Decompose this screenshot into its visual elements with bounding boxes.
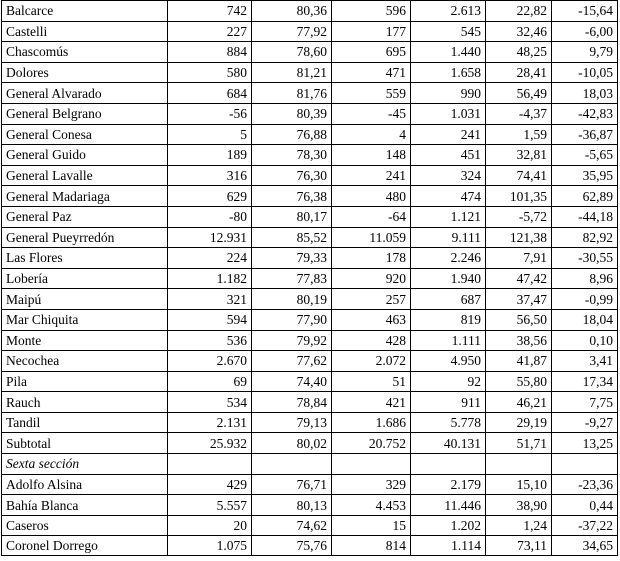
value-cell-col-3: 20.752 xyxy=(332,433,411,454)
value-cell-col-6: 9,79 xyxy=(552,42,618,63)
value-cell-col-3: 177 xyxy=(332,21,411,42)
value-cell-col-6: 18,03 xyxy=(552,83,618,104)
municipality-name: General Conesa xyxy=(2,124,168,145)
table-row xyxy=(2,536,618,556)
municipality-name: General Belgrano xyxy=(2,103,168,124)
value-cell-col-4: 2.246 xyxy=(411,248,486,269)
value-cell-col-1: 2.670 xyxy=(168,351,252,372)
table-row xyxy=(2,515,618,536)
value-cell-col-5: 73,11 xyxy=(486,536,552,556)
value-cell-col-1: 69 xyxy=(168,371,252,392)
table-row xyxy=(2,392,618,413)
municipality-name: Maipú xyxy=(2,289,168,310)
value-cell-col-4: 1.940 xyxy=(411,268,486,289)
table-row xyxy=(2,1,618,22)
table-row xyxy=(2,412,618,433)
value-cell-col-6: -30,55 xyxy=(552,248,618,269)
value-cell-col-6: 35,95 xyxy=(552,165,618,186)
municipality-name: General Alvarado xyxy=(2,83,168,104)
value-cell-col-2: 80,17 xyxy=(252,206,332,227)
value-cell-col-3: 11.059 xyxy=(332,227,411,248)
table-row xyxy=(2,351,618,372)
value-cell-col-2: 74,62 xyxy=(252,515,332,536)
value-cell-col-5: -5,72 xyxy=(486,206,552,227)
section-label: Sexta sección xyxy=(2,454,168,475)
value-cell-col-6: 62,89 xyxy=(552,186,618,207)
value-cell-col-6: 0,44 xyxy=(552,495,618,516)
value-cell-col-3: 4.453 xyxy=(332,495,411,516)
value-cell-col-1: 227 xyxy=(168,21,252,42)
value-cell-col-3: 178 xyxy=(332,248,411,269)
value-cell-col-4: 324 xyxy=(411,165,486,186)
value-cell-col-1: 321 xyxy=(168,289,252,310)
value-cell-col-5: 1,59 xyxy=(486,124,552,145)
value-cell-col-4: 911 xyxy=(411,392,486,413)
value-cell-col-6: 17,34 xyxy=(552,371,618,392)
value-cell-col-1: 742 xyxy=(168,1,252,22)
value-cell-col-1: 429 xyxy=(168,474,252,495)
value-cell-col-4: 11.446 xyxy=(411,495,486,516)
value-cell-col-4: 687 xyxy=(411,289,486,310)
value-cell-col-3: 148 xyxy=(332,145,411,166)
value-cell-col-2: 77,83 xyxy=(252,268,332,289)
value-cell-col-3: 2.072 xyxy=(332,351,411,372)
value-cell-col-1 xyxy=(168,454,252,475)
value-cell-col-1: 534 xyxy=(168,392,252,413)
value-cell-col-5: 22,82 xyxy=(486,1,552,22)
value-cell-col-3: 51 xyxy=(332,371,411,392)
value-cell-col-2: 76,88 xyxy=(252,124,332,145)
value-cell-col-5: 41,87 xyxy=(486,351,552,372)
value-cell-col-3: 596 xyxy=(332,1,411,22)
table-row xyxy=(2,42,618,63)
value-cell-col-1: 536 xyxy=(168,330,252,351)
value-cell-col-5: 32,81 xyxy=(486,145,552,166)
value-cell-col-4: 1.658 xyxy=(411,62,486,83)
table-row xyxy=(2,83,618,104)
value-cell-col-2: 75,76 xyxy=(252,536,332,556)
value-cell-col-4: 1.114 xyxy=(411,536,486,556)
value-cell-col-3: 329 xyxy=(332,474,411,495)
value-cell-col-5 xyxy=(486,454,552,475)
value-cell-col-1: 224 xyxy=(168,248,252,269)
value-cell-col-5: 28,41 xyxy=(486,62,552,83)
municipality-name: Dolores xyxy=(2,62,168,83)
municipality-name: Castelli xyxy=(2,21,168,42)
value-cell-col-2 xyxy=(252,454,332,475)
table-row xyxy=(2,206,618,227)
municipality-name: Chascomús xyxy=(2,42,168,63)
value-cell-col-3: 421 xyxy=(332,392,411,413)
municipality-data-table xyxy=(1,0,618,556)
value-cell-col-4: 2.613 xyxy=(411,1,486,22)
value-cell-col-2: 76,71 xyxy=(252,474,332,495)
value-cell-col-1: 189 xyxy=(168,145,252,166)
value-cell-col-3: 428 xyxy=(332,330,411,351)
value-cell-col-6: -9,27 xyxy=(552,412,618,433)
value-cell-col-4: 819 xyxy=(411,309,486,330)
value-cell-col-6: -36,87 xyxy=(552,124,618,145)
value-cell-col-4: 92 xyxy=(411,371,486,392)
value-cell-col-3: 4 xyxy=(332,124,411,145)
value-cell-col-2: 81,21 xyxy=(252,62,332,83)
value-cell-col-6: -10,05 xyxy=(552,62,618,83)
value-cell-col-6: -42,83 xyxy=(552,103,618,124)
table-row xyxy=(2,145,618,166)
value-cell-col-6: -0,99 xyxy=(552,289,618,310)
section-header-row xyxy=(2,454,618,475)
value-cell-col-3: 463 xyxy=(332,309,411,330)
value-cell-col-3: 1.686 xyxy=(332,412,411,433)
value-cell-col-2: 78,84 xyxy=(252,392,332,413)
value-cell-col-1: 5.557 xyxy=(168,495,252,516)
value-cell-col-5: 48,25 xyxy=(486,42,552,63)
table-row xyxy=(2,227,618,248)
value-cell-col-2: 78,30 xyxy=(252,145,332,166)
municipality-name: Bahía Blanca xyxy=(2,495,168,516)
value-cell-col-6: -15,64 xyxy=(552,1,618,22)
value-cell-col-6: -6,00 xyxy=(552,21,618,42)
table-row xyxy=(2,103,618,124)
value-cell-col-5: 56,50 xyxy=(486,309,552,330)
municipality-name: General Guido xyxy=(2,145,168,166)
municipality-name: Mar Chiquita xyxy=(2,309,168,330)
table-row xyxy=(2,495,618,516)
value-cell-col-1: 2.131 xyxy=(168,412,252,433)
table-row xyxy=(2,268,618,289)
value-cell-col-2: 76,30 xyxy=(252,165,332,186)
value-cell-col-5: 38,56 xyxy=(486,330,552,351)
table-row xyxy=(2,124,618,145)
value-cell-col-2: 80,19 xyxy=(252,289,332,310)
value-cell-col-2: 80,39 xyxy=(252,103,332,124)
table-row xyxy=(2,62,618,83)
value-cell-col-2: 80,02 xyxy=(252,433,332,454)
value-cell-col-1: 580 xyxy=(168,62,252,83)
municipality-name: General Pueyrredón xyxy=(2,227,168,248)
table-row xyxy=(2,330,618,351)
value-cell-col-6: -44,18 xyxy=(552,206,618,227)
value-cell-col-5: 15,10 xyxy=(486,474,552,495)
value-cell-col-4: 40.131 xyxy=(411,433,486,454)
value-cell-col-3: -64 xyxy=(332,206,411,227)
municipality-name: General Madariaga xyxy=(2,186,168,207)
table-row xyxy=(2,165,618,186)
value-cell-col-2: 80,13 xyxy=(252,495,332,516)
value-cell-col-2: 78,60 xyxy=(252,42,332,63)
municipality-name: Monte xyxy=(2,330,168,351)
value-cell-col-3: 695 xyxy=(332,42,411,63)
value-cell-col-5: 47,42 xyxy=(486,268,552,289)
value-cell-col-3: 471 xyxy=(332,62,411,83)
value-cell-col-5: -4,37 xyxy=(486,103,552,124)
value-cell-col-2: 85,52 xyxy=(252,227,332,248)
value-cell-col-5: 121,38 xyxy=(486,227,552,248)
value-cell-col-3: 559 xyxy=(332,83,411,104)
value-cell-col-5: 32,46 xyxy=(486,21,552,42)
value-cell-col-2: 80,36 xyxy=(252,1,332,22)
value-cell-col-6: 7,75 xyxy=(552,392,618,413)
value-cell-col-5: 74,41 xyxy=(486,165,552,186)
table-body xyxy=(2,1,618,556)
value-cell-col-2: 79,33 xyxy=(252,248,332,269)
value-cell-col-4: 990 xyxy=(411,83,486,104)
value-cell-col-4: 1.440 xyxy=(411,42,486,63)
value-cell-col-3: 480 xyxy=(332,186,411,207)
value-cell-col-2: 79,13 xyxy=(252,412,332,433)
value-cell-col-2: 79,92 xyxy=(252,330,332,351)
value-cell-col-5: 55,80 xyxy=(486,371,552,392)
value-cell-col-4: 4.950 xyxy=(411,351,486,372)
municipality-name: General Paz xyxy=(2,206,168,227)
value-cell-col-3: 814 xyxy=(332,536,411,556)
value-cell-col-1: 20 xyxy=(168,515,252,536)
value-cell-col-1: -80 xyxy=(168,206,252,227)
value-cell-col-6: -37,22 xyxy=(552,515,618,536)
value-cell-col-5: 29,19 xyxy=(486,412,552,433)
value-cell-col-4: 451 xyxy=(411,145,486,166)
value-cell-col-6: 8,96 xyxy=(552,268,618,289)
value-cell-col-5: 7,91 xyxy=(486,248,552,269)
table-row xyxy=(2,289,618,310)
value-cell-col-1: 5 xyxy=(168,124,252,145)
value-cell-col-4: 1.111 xyxy=(411,330,486,351)
value-cell-col-3: 15 xyxy=(332,515,411,536)
value-cell-col-6 xyxy=(552,454,618,475)
value-cell-col-3: 920 xyxy=(332,268,411,289)
municipality-name: Balcarce xyxy=(2,1,168,22)
value-cell-col-4: 9.111 xyxy=(411,227,486,248)
table-row xyxy=(2,371,618,392)
value-cell-col-3: 257 xyxy=(332,289,411,310)
value-cell-col-2: 81,76 xyxy=(252,83,332,104)
value-cell-col-4: 241 xyxy=(411,124,486,145)
value-cell-col-1: -56 xyxy=(168,103,252,124)
value-cell-col-1: 594 xyxy=(168,309,252,330)
value-cell-col-1: 316 xyxy=(168,165,252,186)
value-cell-col-4: 1.121 xyxy=(411,206,486,227)
value-cell-col-6: 0,10 xyxy=(552,330,618,351)
value-cell-col-2: 76,38 xyxy=(252,186,332,207)
table-row xyxy=(2,186,618,207)
table-row xyxy=(2,248,618,269)
value-cell-col-5: 37,47 xyxy=(486,289,552,310)
value-cell-col-2: 77,92 xyxy=(252,21,332,42)
value-cell-col-1: 1.182 xyxy=(168,268,252,289)
value-cell-col-6: 18,04 xyxy=(552,309,618,330)
value-cell-col-4: 545 xyxy=(411,21,486,42)
value-cell-col-1: 884 xyxy=(168,42,252,63)
value-cell-col-6: -23,36 xyxy=(552,474,618,495)
value-cell-col-4 xyxy=(411,454,486,475)
municipality-name: Pila xyxy=(2,371,168,392)
municipality-name: Adolfo Alsina xyxy=(2,474,168,495)
value-cell-col-3: 241 xyxy=(332,165,411,186)
value-cell-col-5: 101,35 xyxy=(486,186,552,207)
value-cell-col-1: 629 xyxy=(168,186,252,207)
value-cell-col-6: 13,25 xyxy=(552,433,618,454)
value-cell-col-1: 1.075 xyxy=(168,536,252,556)
value-cell-col-5: 1,24 xyxy=(486,515,552,536)
value-cell-col-4: 1.202 xyxy=(411,515,486,536)
table-row xyxy=(2,309,618,330)
municipality-name: Tandil xyxy=(2,412,168,433)
municipality-name: Necochea xyxy=(2,351,168,372)
value-cell-col-5: 51,71 xyxy=(486,433,552,454)
value-cell-col-2: 77,90 xyxy=(252,309,332,330)
value-cell-col-3: -45 xyxy=(332,103,411,124)
value-cell-col-1: 25.932 xyxy=(168,433,252,454)
municipality-name: Lobería xyxy=(2,268,168,289)
value-cell-col-2: 77,62 xyxy=(252,351,332,372)
value-cell-col-1: 684 xyxy=(168,83,252,104)
table-row xyxy=(2,474,618,495)
municipality-name: Coronel Dorrego xyxy=(2,536,168,556)
municipality-name: Las Flores xyxy=(2,248,168,269)
value-cell-col-1: 12.931 xyxy=(168,227,252,248)
value-cell-col-6: 3,41 xyxy=(552,351,618,372)
table-row xyxy=(2,21,618,42)
value-cell-col-4: 2.179 xyxy=(411,474,486,495)
value-cell-col-5: 38,90 xyxy=(486,495,552,516)
value-cell-col-5: 46,21 xyxy=(486,392,552,413)
value-cell-col-6: 34,65 xyxy=(552,536,618,556)
value-cell-col-4: 5.778 xyxy=(411,412,486,433)
value-cell-col-4: 474 xyxy=(411,186,486,207)
municipality-name: Subtotal xyxy=(2,433,168,454)
table-row xyxy=(2,433,618,454)
value-cell-col-6: -5,65 xyxy=(552,145,618,166)
value-cell-col-2: 74,40 xyxy=(252,371,332,392)
municipality-name: General Lavalle xyxy=(2,165,168,186)
value-cell-col-4: 1.031 xyxy=(411,103,486,124)
municipality-name: Caseros xyxy=(2,515,168,536)
value-cell-col-3 xyxy=(332,454,411,475)
value-cell-col-6: 82,92 xyxy=(552,227,618,248)
municipality-name: Rauch xyxy=(2,392,168,413)
value-cell-col-5: 56,49 xyxy=(486,83,552,104)
